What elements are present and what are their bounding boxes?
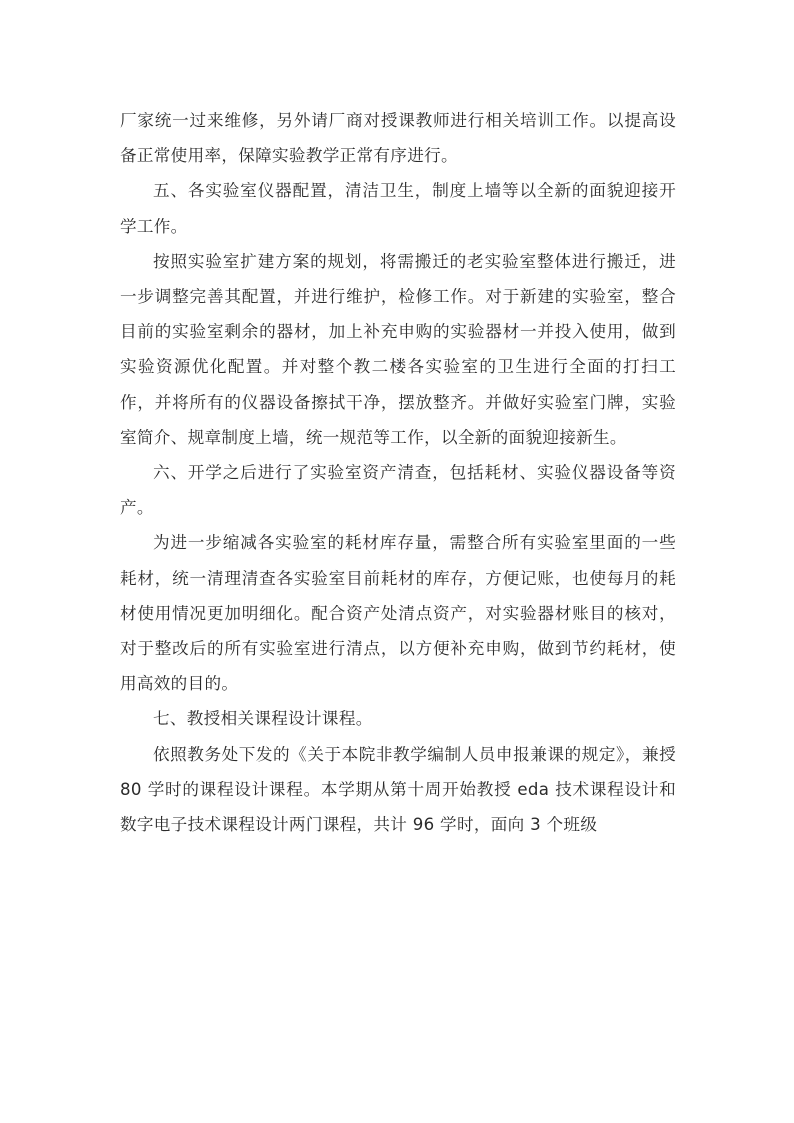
paragraph-continuation: 厂家统一过来维修，另外请厂商对授课教师进行相关培训工作。以提高设备正常使用率，保障实验教学正常有序进行。 xyxy=(120,111,676,166)
paragraph-section-seven-heading: 七、教授相关课程设计课程。 xyxy=(153,709,373,729)
paragraph-consumables-audit: 为进一步缩减各实验室的耗材库存量，需整合所有实验室里面的一些耗材，统一清理清查各实验室目前耗材的库存，方便记账，也使每月的耗材使用情况更加明细化。配合资产处清点资产，对实验器材账目的核对，对于整改后的所有实验室进行清点，以方便补充申购，做到节约耗材，使用高效的目的。 xyxy=(120,533,676,694)
paragraph-section-six-heading: 六、开学之后进行了实验室资产清查，包括耗材、实验仪器设备等资产。 xyxy=(120,463,676,518)
document-body xyxy=(120,103,676,842)
paragraph-course-teaching: 依照教务处下发的《关于本院非教学编制人员申报兼课的规定》，兼授 80 学时的课程设计课程。本学期从第十周开始教授 eda 技术课程设计和数字电子技术课程设计两门课程，共计 96 学时，面向 3 个班级 xyxy=(120,744,676,835)
paragraph-lab-relocation: 按照实验室扩建方案的规划，将需搬迁的老实验室整体进行搬迁，进一步调整完善其配置，并进行维护，检修工作。对于新建的实验室，整合目前的实验室剩余的器材，加上补充申购的实验器材一并投入使用，做到实验资源优化配置。并对整个教二楼各实验室的卫生进行全面的打扫工作，并将所有的仪器设备擦拭干净，摆放整齐。并做好实验室门牌，实验室简介、规章制度上墙，统一规范等工作，以全新的面貌迎接新生。 xyxy=(120,251,676,447)
paragraph-section-five-heading: 五、各实验室仪器配置，清洁卫生，制度上墙等以全新的面貌迎接开学工作。 xyxy=(120,181,676,236)
